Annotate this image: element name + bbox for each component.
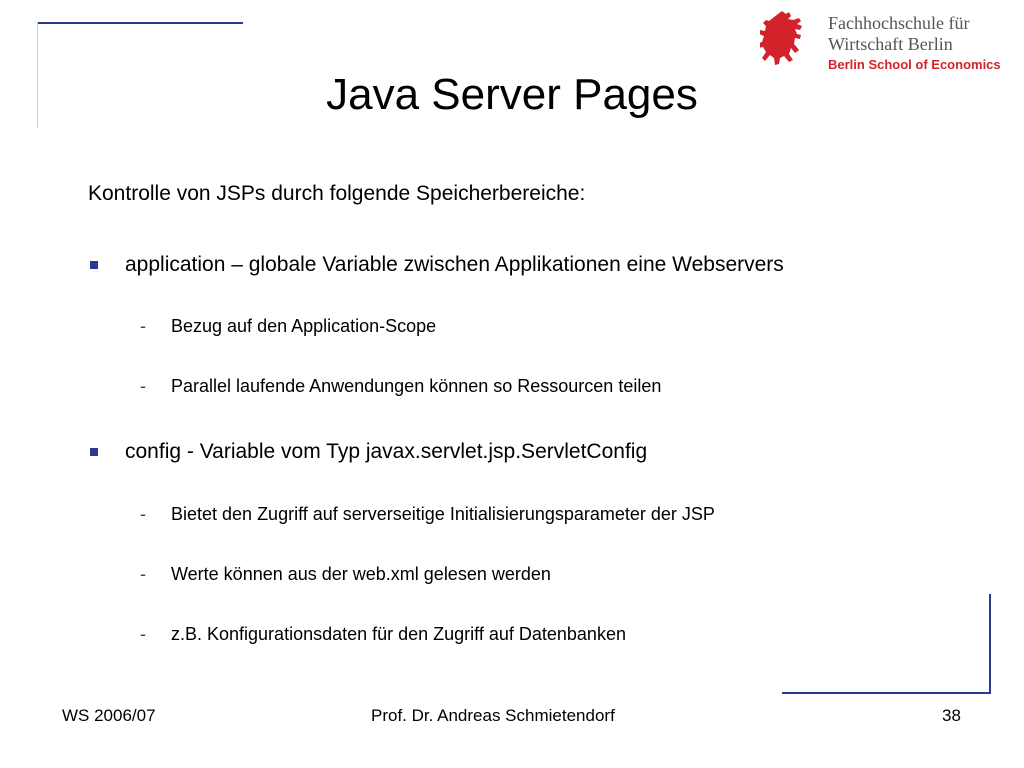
logo-line-3: Berlin School of Economics (828, 57, 1001, 72)
dash-bullet-icon: - (140, 376, 146, 396)
intro-text: Kontrolle von JSPs durch folgende Speicherbereiche: (88, 182, 586, 205)
bullet-item (0, 253, 1024, 281)
dash-bullet-icon: - (140, 624, 146, 644)
sub-item (0, 504, 1024, 528)
logo-line-2: Wirtschaft Berlin (828, 34, 953, 54)
dash-bullet-icon: - (140, 316, 146, 336)
dash-bullet-icon: - (140, 564, 146, 584)
footer-author: Prof. Dr. Andreas Schmietendorf (371, 706, 615, 725)
bullet-text: config - Variable vom Typ javax.servlet.jsp.ServletConfig (125, 440, 648, 463)
square-bullet-icon (90, 261, 98, 269)
dash-bullet-icon: - (140, 504, 146, 524)
sub-item-text: Bezug auf den Application-Scope (171, 316, 437, 336)
slide-title: Java Server Pages (326, 70, 698, 119)
sub-item (0, 316, 1024, 340)
footer-semester: WS 2006/07 (62, 706, 156, 725)
page-number: 38 (942, 706, 961, 725)
sub-item (0, 564, 1024, 588)
square-bullet-icon (90, 448, 98, 456)
sub-item-text: Bietet den Zugriff auf serverseitige Initialisierungsparameter der JSP (171, 504, 715, 524)
logo-line-1: Fachhochschule für (828, 13, 970, 33)
bullet-text: application – globale Variable zwischen Applikationen eine Webservers (125, 253, 784, 276)
sub-item (0, 624, 1024, 648)
sub-item (0, 376, 1024, 400)
sub-item-text: Werte können aus der web.xml gelesen werden (171, 564, 551, 584)
bullet-item (0, 440, 1024, 468)
sub-item-text: z.B. Konfigurationsdaten für den Zugriff auf Datenbanken (171, 624, 626, 644)
sub-item-text: Parallel laufende Anwendungen können so Ressourcen teilen (171, 376, 662, 396)
